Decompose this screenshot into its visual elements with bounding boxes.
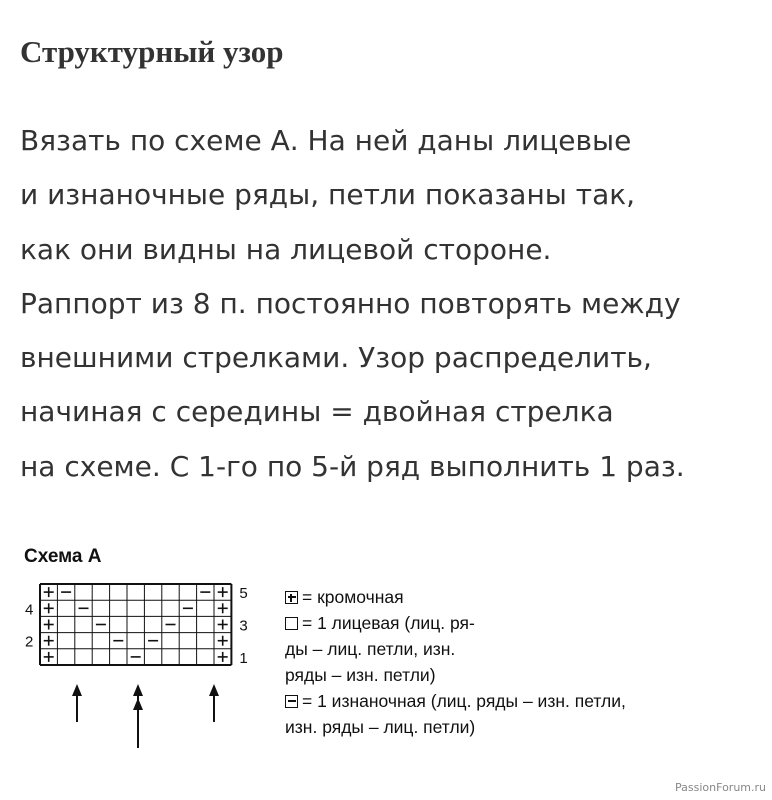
row-number: 2 [25, 633, 34, 651]
body-line: и изнаночные ряды, петли показаны так, [20, 178, 636, 212]
row-number: 1 [239, 649, 248, 667]
body-line: Вязать по схеме А. На ней даны лицевые [20, 124, 632, 157]
pattern-arrow-head [72, 684, 82, 696]
row-number: 3 [239, 617, 248, 635]
legend-knit-row-3: ряды – изн. петли) [285, 665, 436, 685]
row-number: 5 [239, 585, 248, 603]
scheme-legend [285, 584, 626, 740]
legend-knit-row-2: ды – лиц. петли, изн. [285, 639, 456, 659]
row-number: 4 [25, 601, 34, 619]
legend-edge-text: = кромочная [302, 587, 404, 607]
knit-stitch-icon [285, 617, 298, 630]
legend-knit-row [285, 610, 626, 636]
pattern-arrow-head [209, 684, 219, 696]
scheme-title: Схема А [24, 546, 102, 567]
article-title: Структурный узор [20, 34, 284, 69]
body-line: Раппорт из 8 п. постоянно повторять между [20, 286, 681, 320]
legend-purl-text: = 1 изнаночная (лиц. ряды – изн. петли, [302, 691, 626, 711]
body-line: внешними стрелками. Узор распределить, [20, 341, 652, 375]
edge-stitch-icon [285, 591, 298, 604]
legend-knit-text: = 1 лицевая (лиц. ря- [302, 613, 475, 633]
legend-edge-row [285, 584, 626, 610]
legend-purl-row [285, 688, 626, 714]
pattern-arrow-head [133, 684, 143, 696]
body-line: на схеме. С 1-го по 5-й ряд выполнить 1 раз. [20, 449, 685, 483]
watermark: PassionForum.ru [675, 781, 766, 794]
purl-stitch-icon [285, 695, 298, 708]
legend-purl-row-2: изн. ряды – лиц. петли) [285, 717, 476, 737]
body-line: как они видны на лицевой стороне. [20, 232, 552, 266]
pattern-arrow-head [133, 698, 143, 710]
body-line: начиная с середины = двойная стрелка [20, 395, 614, 429]
